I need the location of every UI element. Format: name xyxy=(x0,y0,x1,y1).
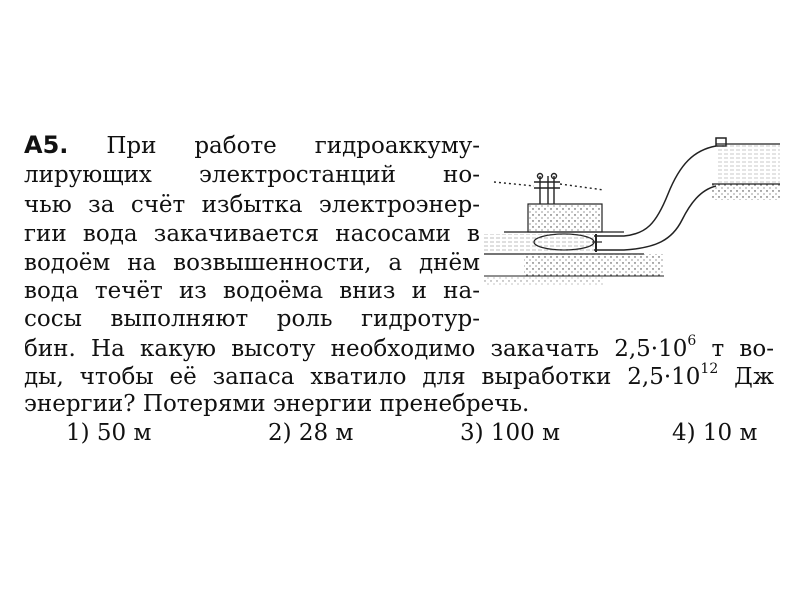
answer-option-4[interactable]: 4) 10 м xyxy=(672,420,758,446)
exponent-mass: 6 xyxy=(687,333,697,350)
mass-unit-text: т во- xyxy=(696,336,774,362)
problem-line-7: сосы выполняют роль гидротур- xyxy=(24,306,480,332)
problem-text-9: ды, чтобы её запаса хватило для выработки 2,5·10 xyxy=(24,364,701,390)
problem-number: А5. xyxy=(24,131,69,159)
problem-text-8: бин. На какую высоту необходимо закачать 2,5·10 xyxy=(24,336,688,362)
problem-line-2: лирующих электростанций но- xyxy=(24,162,480,188)
problem-line-5: водоём на возвышенности, а днём xyxy=(24,250,480,276)
problem-line-6: вода течёт из водоёма вниз и на- xyxy=(24,278,480,304)
problem-line-9 xyxy=(24,362,774,392)
answer-option-1[interactable]: 1) 50 м xyxy=(66,420,152,446)
answer-option-2[interactable]: 2) 28 м xyxy=(268,420,354,446)
pumped-storage-illustration xyxy=(484,124,784,310)
problem-line-8 xyxy=(24,334,774,364)
energy-unit-text: Дж xyxy=(718,364,774,390)
exponent-energy: 12 xyxy=(700,361,719,378)
answer-options xyxy=(0,418,800,448)
problem-line-1 xyxy=(24,130,480,161)
problem-line-4: гии вода закачивается насосами в xyxy=(24,221,480,247)
problem-line-10: энергии? Потерями энергии пренебречь. xyxy=(24,391,530,417)
lower-reservoir xyxy=(484,234,664,286)
problem-line-3: чью за счёт избытка электроэнер- xyxy=(24,192,480,218)
problem-text-1: При работе гидроаккуму- xyxy=(106,133,481,159)
power-station xyxy=(504,204,624,232)
power-pylons xyxy=(494,174,604,205)
penstock-pipe xyxy=(594,146,716,250)
upper-reservoir xyxy=(712,138,780,200)
answer-option-3[interactable]: 3) 100 м xyxy=(460,420,561,446)
